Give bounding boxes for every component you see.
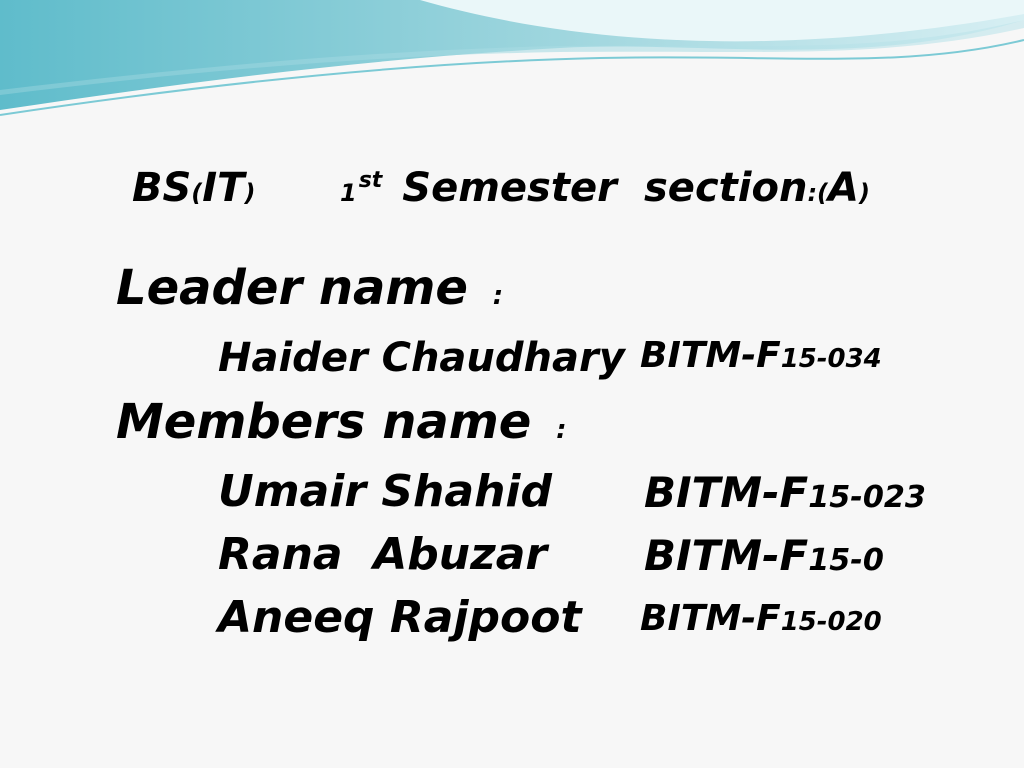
member-id-3 [640, 598, 882, 639]
leader-name: Haider Chaudhary [218, 335, 625, 381]
member-name-2: Rana Abuzar [218, 529, 548, 580]
leader-heading-text: Leader name [116, 260, 468, 316]
member-id-1 [644, 468, 926, 517]
member-id-suffix-3: 15-020 [780, 607, 882, 637]
program-code: IT [202, 165, 245, 211]
section-info [644, 165, 870, 211]
semester-number: 1 [340, 179, 357, 207]
semester-info [340, 165, 617, 211]
semester-word: Semester [402, 165, 617, 211]
member-id-suffix-1: 15-023 [808, 480, 926, 515]
leader-heading-colon: : [492, 281, 504, 311]
class-info-line [132, 165, 256, 211]
member-id-suffix-2: 15-0 [808, 543, 884, 578]
leader-id-suffix: 15-034 [780, 344, 882, 374]
member-name-3: Aneeq Rajpoot [218, 592, 582, 643]
member-id-2 [644, 531, 884, 580]
member-id-prefix-1: BITM-F [644, 468, 809, 517]
program-close-bracket: ) [244, 179, 256, 207]
header-wave-decoration [0, 0, 1024, 130]
section-open: :( [807, 179, 829, 207]
member-name-1: Umair Shahid [218, 466, 552, 517]
member-id-prefix-3: BITM-F [640, 598, 781, 639]
members-heading-colon: : [556, 415, 567, 445]
leader-id [640, 335, 882, 376]
semester-suffix: st [358, 167, 383, 193]
leader-heading [116, 260, 504, 316]
member-id-prefix-2: BITM-F [644, 531, 809, 580]
section-label: section [644, 165, 808, 211]
members-heading [116, 394, 567, 450]
section-close: ) [858, 179, 870, 207]
program-prefix: BS [132, 165, 192, 211]
leader-id-prefix: BITM-F [640, 335, 781, 376]
members-heading-text: Members name [116, 394, 532, 450]
program-open-bracket: ( [191, 179, 203, 207]
section-value: A [828, 165, 859, 211]
